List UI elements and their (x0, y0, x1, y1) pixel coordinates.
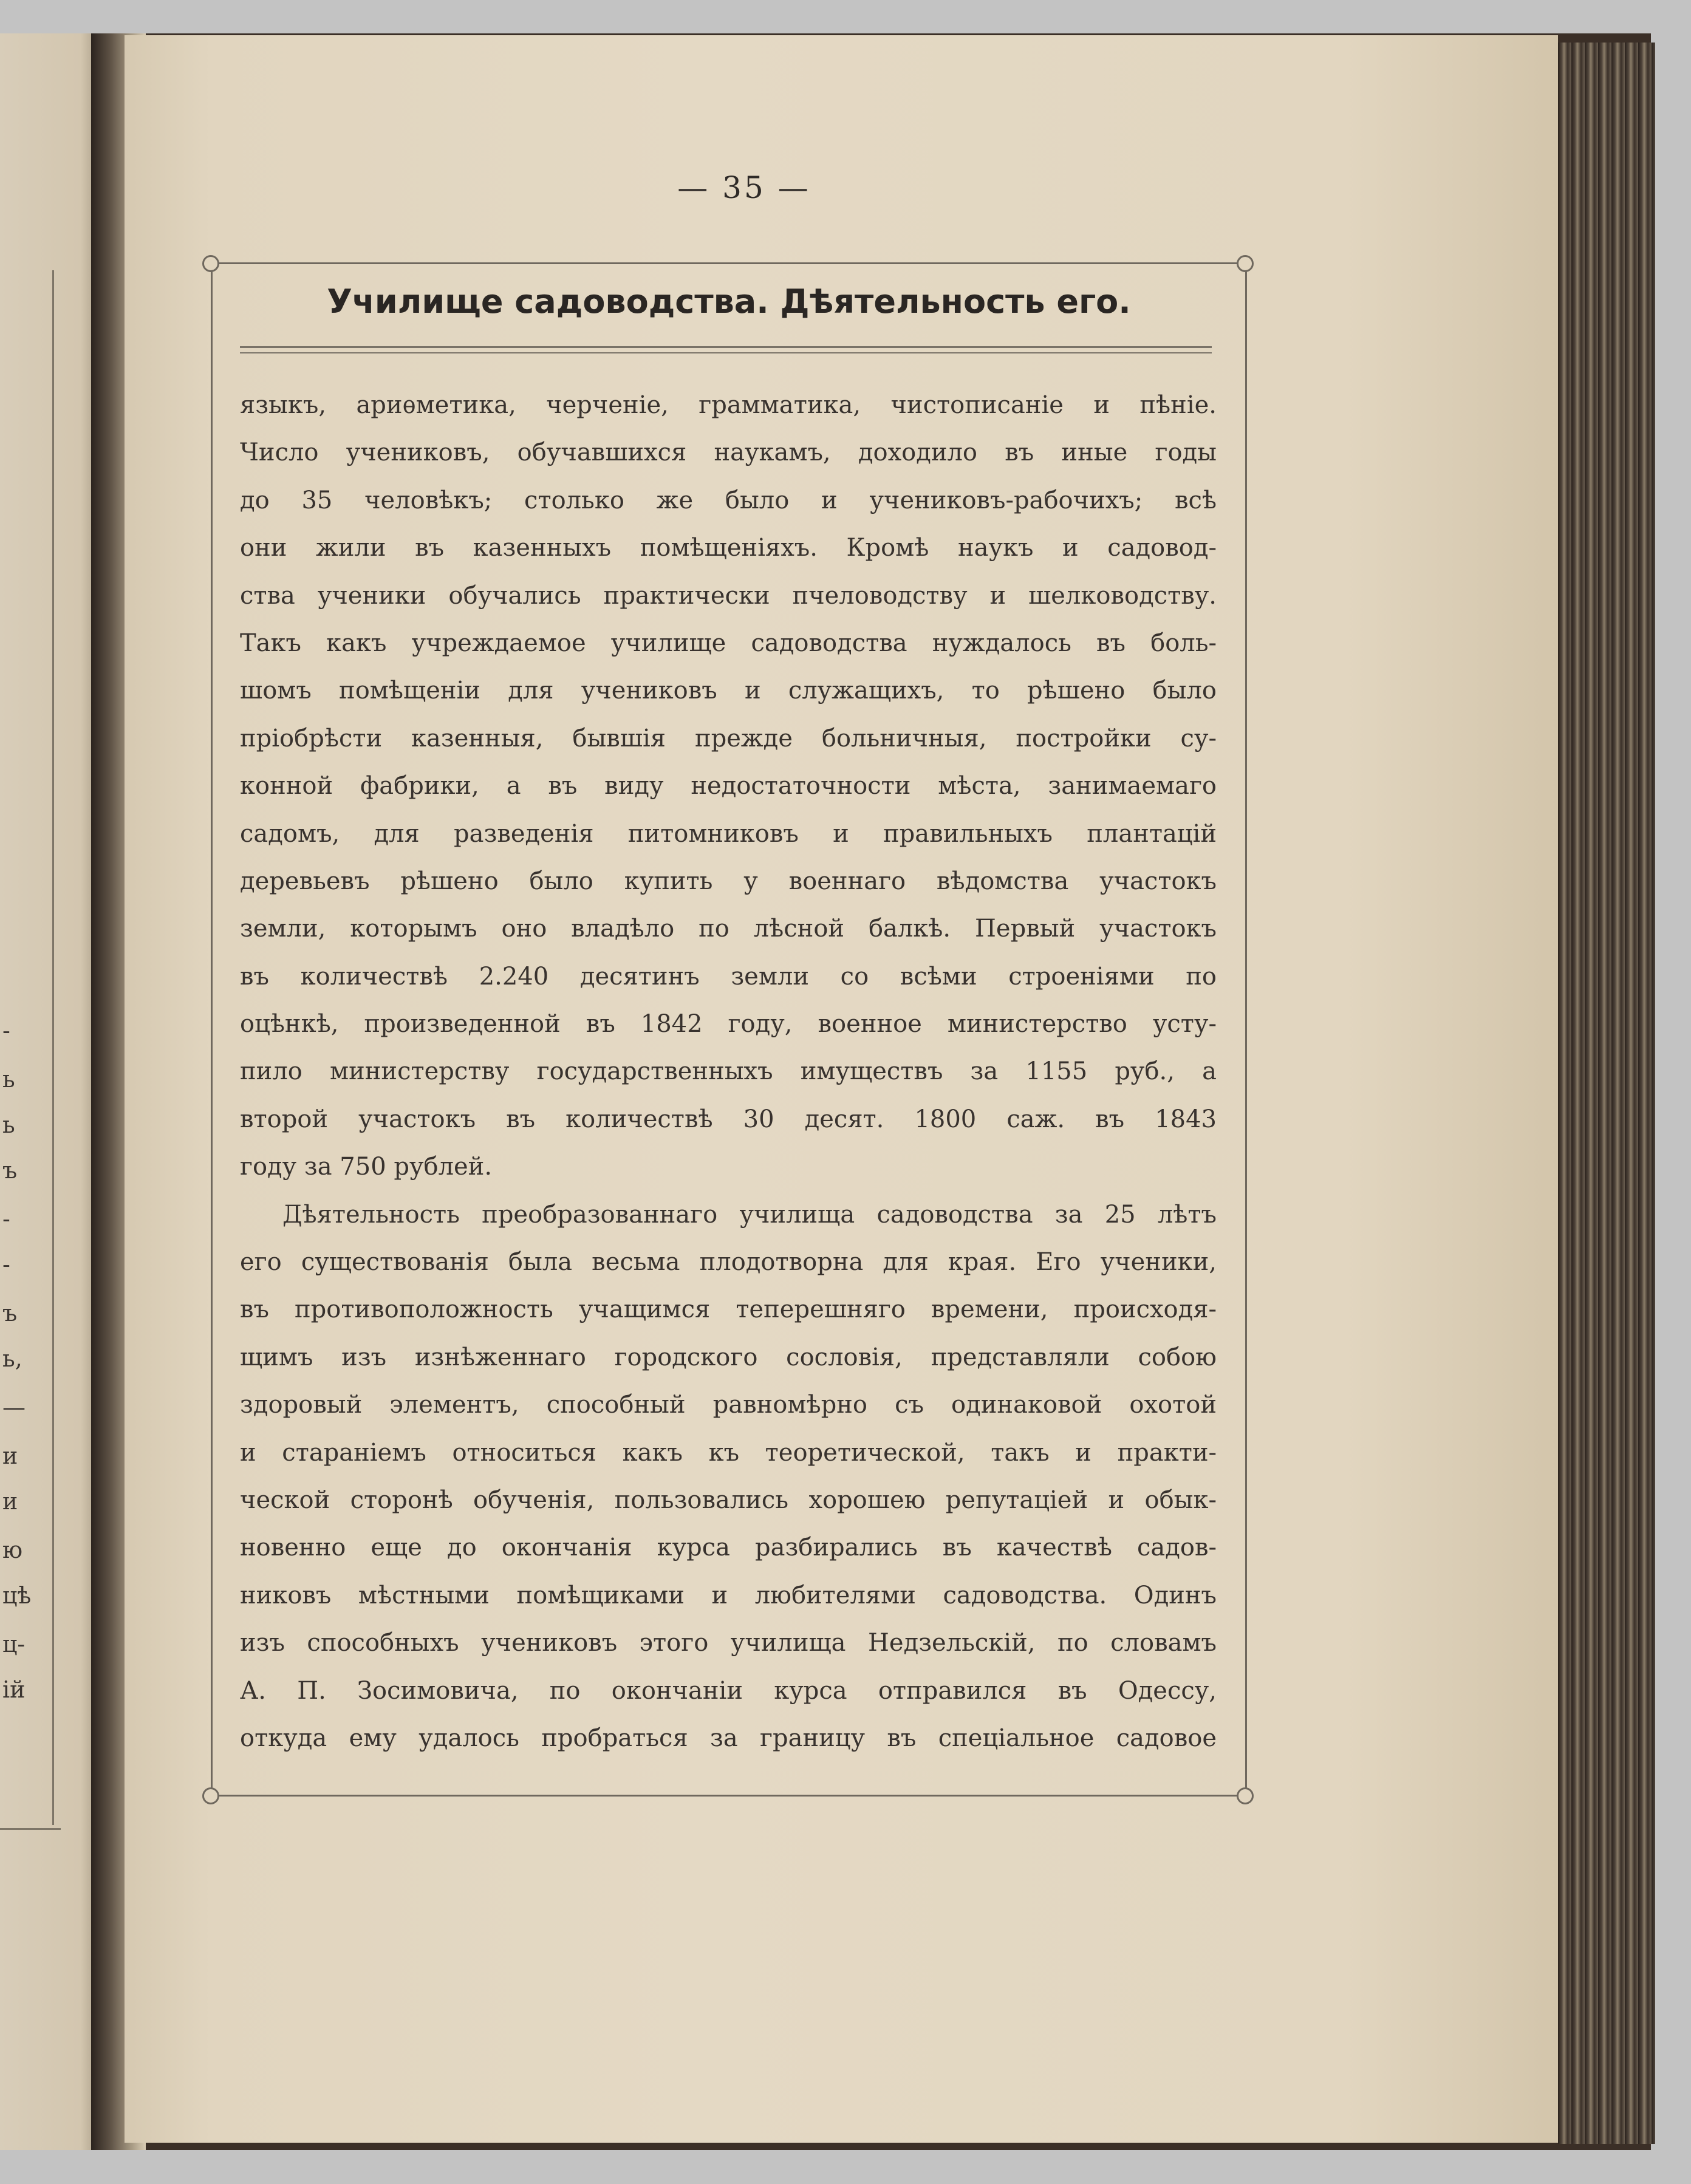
text-line: никовъ мѣстными помѣщиками и любителями садоводства. Одинъ (240, 1581, 1217, 1609)
page-frame-left (211, 262, 213, 1797)
text-line: новенно еще до окончанія курса разбирались въ качествѣ садов- (240, 1534, 1217, 1562)
text-line: Число учениковъ, обучавшихся наукамъ, доходило въ иные годы (240, 439, 1217, 467)
left-page-glyph: — (2, 1394, 26, 1421)
text-line: второй участокъ въ количествѣ 30 десят. 1800 саж. въ 1843 (240, 1105, 1217, 1133)
text-line: языкъ, ариѳметика, черченіе, грамматика, чистописаніе и пѣніе. (240, 391, 1217, 419)
page-frame-right (1245, 262, 1247, 1797)
left-page-glyph: ъ (2, 1157, 18, 1184)
text-line: щимъ изъ изнѣженнаго городского сословія, представляли собою (240, 1343, 1217, 1371)
left-page-glyph: ь, (2, 1345, 22, 1372)
text-line: шомъ помѣщеніи для учениковъ и служащихъ, то рѣшено было (240, 677, 1217, 705)
heading-rule-thin (240, 352, 1212, 353)
frame-corner-ornament-icon (202, 255, 219, 272)
text-line: его существованія была весьма плодотворна для края. Его ученики, (240, 1248, 1217, 1277)
running-head: Училище садоводства. Дѣятельность его. (327, 282, 1131, 321)
frame-corner-ornament-icon (1237, 1787, 1254, 1804)
text-line: здоровый элементъ, способный равномѣрно съ одинаковой охотой (240, 1391, 1217, 1419)
text-line: А. П. Зосимовича, по окончаніи курса отправился въ Одессу, (240, 1676, 1217, 1705)
left-page-glyph: - (2, 1206, 10, 1232)
text-line: Дѣятельность преобразованнаго училища садоводства за 25 лѣтъ (282, 1200, 1217, 1229)
left-page-glyph: - (2, 1017, 10, 1044)
left-page-glyph: ц- (2, 1631, 26, 1657)
body-text (240, 381, 1217, 1762)
text-line: земли, которымъ оно владѣло по лѣсной балкѣ. Первый участокъ (240, 915, 1217, 943)
text-line: оцѣнкѣ, произведенной въ 1842 году, военное министерство усту- (240, 1010, 1217, 1039)
text-line: Такъ какъ учреждаемое училище садоводства нуждалось въ боль- (240, 629, 1217, 657)
text-line: пріобрѣсти казенныя, бывшія прежде больничныя, постройки су- (240, 724, 1217, 752)
text-line: ческой сторонѣ обученія, пользовались хорошею репутаціей и обык- (240, 1486, 1217, 1514)
left-page-glyph: и (2, 1488, 18, 1515)
text-line: садомъ, для разведенія питомниковъ и правильныхъ плантацій (240, 819, 1217, 848)
text-line: они жили въ казенныхъ помѣщеніяхъ. Кромѣ наукъ и садовод- (240, 534, 1217, 562)
left-page-glyph: ю (2, 1537, 23, 1563)
text-line: до 35 человѣкъ; столько же было и учениковъ-рабочихъ; всѣ (240, 486, 1217, 514)
text-line: откуда ему удалось пробраться за границу въ спеціальное садовое (240, 1724, 1217, 1752)
text-line: въ противоположность учащимся теперешняго времени, происходя- (240, 1295, 1217, 1324)
page-frame-bottom (210, 1795, 1248, 1797)
left-page-frame-line (52, 270, 54, 1825)
page-edges-stack (1558, 43, 1655, 2144)
text-line: въ количествѣ 2.240 десятинъ земли со всѣми строеніями по (240, 962, 1217, 991)
heading-rule (240, 346, 1212, 348)
text-line: и стараніемъ относиться какъ къ теоретической, такъ и практи- (240, 1438, 1217, 1467)
left-page-frame-bottom (0, 1828, 61, 1830)
text-line: изъ способныхъ учениковъ этого училища Недзельскій, по словамъ (240, 1629, 1217, 1657)
frame-corner-ornament-icon (202, 1787, 219, 1804)
text-line: деревьевъ рѣшено было купить у военнаго вѣдомства участокъ (240, 867, 1217, 895)
text-line: конной фабрики, а въ виду недостаточности мѣста, занимаемаго (240, 772, 1217, 800)
text-line: ства ученики обучались практически пчеловодству и шелководству. (240, 581, 1217, 610)
left-page-glyph: - (2, 1251, 10, 1278)
left-page-glyph: ь (2, 1111, 15, 1138)
left-page-glyph: ъ (2, 1300, 18, 1326)
text-line: году за 750 рублей. (240, 1153, 493, 1181)
left-page-glyph: и (2, 1442, 18, 1469)
text-line: пило министерству государственныхъ имуществъ за 1155 руб., а (240, 1057, 1217, 1086)
frame-corner-ornament-icon (1237, 255, 1254, 272)
page-number: — 35 — (677, 170, 811, 205)
left-page-glyph: ь (2, 1066, 15, 1093)
left-page-glyph: ій (2, 1676, 26, 1703)
left-page-glyph: цѣ (2, 1582, 32, 1609)
page-frame-top (210, 262, 1248, 264)
